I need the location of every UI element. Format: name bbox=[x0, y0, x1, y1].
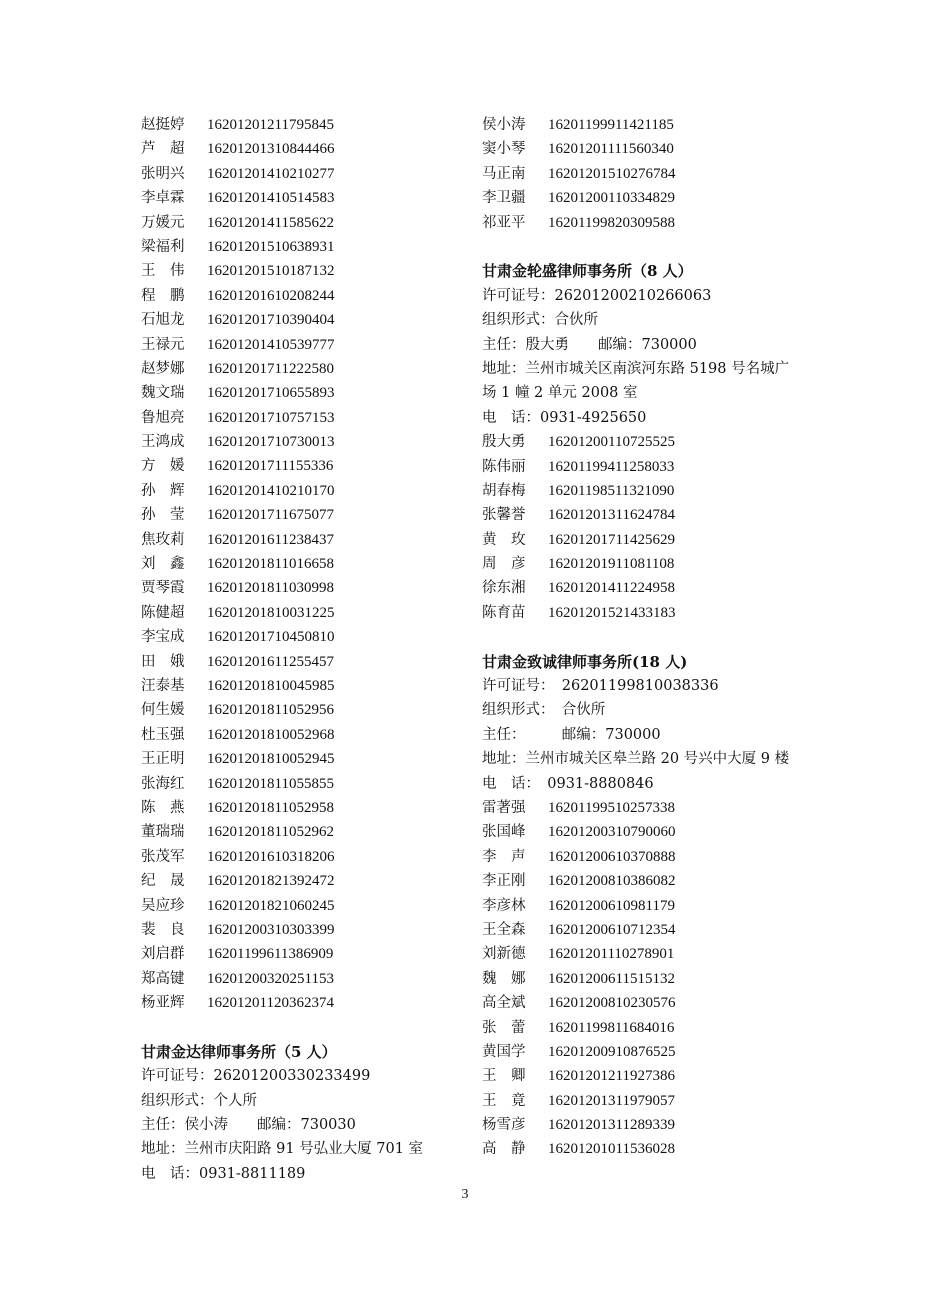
right-column bbox=[482, 113, 802, 1162]
section-gap bbox=[482, 235, 802, 259]
list-item bbox=[482, 552, 802, 576]
lawyer-name: 杨亚辉 bbox=[141, 995, 185, 1012]
license-number: 16201201510638931 bbox=[207, 238, 335, 255]
license-number: 16201200610370888 bbox=[548, 848, 676, 865]
list-item bbox=[141, 259, 461, 283]
list-item bbox=[141, 235, 461, 259]
lawyer-name: 殷大勇 bbox=[482, 434, 526, 451]
license-number: 16201201521433183 bbox=[548, 604, 676, 621]
list-item bbox=[141, 479, 461, 503]
list-item bbox=[141, 211, 461, 235]
list-item bbox=[482, 967, 802, 991]
lawyer-name: 程 鹏 bbox=[141, 287, 185, 304]
lawyer-name: 侯小涛 bbox=[482, 117, 526, 133]
license-number: 16201201011536028 bbox=[548, 1141, 675, 1158]
list-item bbox=[141, 991, 461, 1015]
license-number: 16201201811055855 bbox=[207, 775, 334, 792]
list-item bbox=[482, 186, 802, 210]
license-number: 16201201810052968 bbox=[207, 726, 335, 743]
list-item bbox=[141, 357, 461, 381]
lawyer-list bbox=[141, 113, 461, 1015]
list-item bbox=[141, 772, 461, 796]
list-item bbox=[482, 1016, 802, 1040]
list-item bbox=[482, 503, 802, 527]
list-item bbox=[141, 503, 461, 527]
license-number: 16201200810230576 bbox=[548, 995, 676, 1012]
license-number: 16201200320251153 bbox=[207, 970, 334, 987]
list-item bbox=[482, 918, 802, 942]
lawyer-name: 李卓霖 bbox=[141, 190, 185, 207]
lawyer-name: 徐东湘 bbox=[482, 580, 526, 597]
lawyer-name: 张馨誉 bbox=[482, 507, 526, 524]
license-number: 16201200610712354 bbox=[548, 921, 676, 938]
license-number: 16201201810052945 bbox=[207, 751, 335, 768]
lawyer-name: 陈健超 bbox=[141, 604, 185, 621]
lawyer-name: 李正刚 bbox=[482, 873, 526, 890]
firm-director: 主任：殷大勇 邮编：730000 bbox=[482, 336, 697, 353]
firm-director: 主任：侯小涛 邮编：730030 bbox=[141, 1117, 356, 1134]
list-item bbox=[141, 381, 461, 405]
license-number: 16201201711222580 bbox=[207, 360, 334, 377]
license-number: 16201200611515132 bbox=[548, 970, 675, 987]
firm-license-no: 许可证号：26201200210266063 bbox=[482, 287, 712, 304]
license-number: 16201199411258033 bbox=[548, 458, 675, 475]
license-number: 16201199911421185 bbox=[548, 117, 674, 133]
license-number: 16201201811052958 bbox=[207, 799, 334, 816]
lawyer-name: 杨雪彦 bbox=[482, 1117, 526, 1134]
license-number: 16201201811030998 bbox=[207, 580, 334, 597]
lawyer-name: 刘新德 bbox=[482, 946, 526, 963]
lawyer-name: 何生媛 bbox=[141, 702, 185, 719]
list-item bbox=[141, 406, 461, 430]
list-item bbox=[141, 796, 461, 820]
firm-lunsheng bbox=[482, 259, 802, 625]
list-item bbox=[482, 845, 802, 869]
license-number: 16201201411585622 bbox=[207, 214, 334, 231]
license-number: 16201201710450810 bbox=[207, 629, 335, 646]
list-item bbox=[141, 137, 461, 161]
lawyer-name: 吴应珍 bbox=[141, 897, 185, 914]
license-number: 16201201811052956 bbox=[207, 702, 334, 719]
firm-director: 主任： 邮编：730000 bbox=[482, 726, 661, 743]
list-item bbox=[482, 1064, 802, 1088]
list-item bbox=[482, 894, 802, 918]
list-item bbox=[482, 211, 802, 235]
list-item bbox=[141, 284, 461, 308]
list-item bbox=[141, 333, 461, 357]
list-item bbox=[482, 576, 802, 600]
lawyer-name: 刘启群 bbox=[141, 946, 185, 963]
list-item bbox=[141, 601, 461, 625]
firm-zhicheng bbox=[482, 650, 802, 1162]
list-item bbox=[482, 430, 802, 454]
list-item bbox=[141, 625, 461, 649]
lawyer-name: 王鸿成 bbox=[141, 434, 185, 451]
firm-address: 地址：兰州市城关区南滨河东路 5198 号名城广场 1 幢 2 单元 2008 室 bbox=[482, 360, 790, 402]
license-number: 16201201821060245 bbox=[207, 897, 335, 914]
list-item bbox=[141, 723, 461, 747]
list-item bbox=[141, 576, 461, 600]
list-item bbox=[482, 479, 802, 503]
lawyer-name: 窦小琴 bbox=[482, 141, 526, 158]
list-item bbox=[482, 113, 802, 137]
firm-license-no: 许可证号：26201200330233499 bbox=[141, 1068, 371, 1085]
license-number: 16201201821392472 bbox=[207, 873, 335, 890]
lawyer-name: 汪泰基 bbox=[141, 677, 185, 694]
lawyer-name: 赵挺婷 bbox=[141, 117, 185, 133]
license-number: 16201200910876525 bbox=[548, 1043, 676, 1060]
firm-license-no: 许可证号： 26201199810038336 bbox=[482, 678, 719, 695]
lawyer-name: 周 彦 bbox=[482, 556, 526, 573]
list-item bbox=[482, 869, 802, 893]
firm-phone: 电 话： 0931-8880846 bbox=[482, 775, 654, 792]
left-column bbox=[141, 113, 461, 1186]
lawyer-name: 高全斌 bbox=[482, 995, 526, 1012]
lawyer-name: 胡春梅 bbox=[482, 482, 526, 499]
lawyer-name: 孙 莹 bbox=[141, 507, 185, 524]
license-number: 16201199611386909 bbox=[207, 946, 334, 963]
list-item bbox=[141, 113, 461, 137]
lawyer-name: 马正南 bbox=[482, 165, 526, 182]
lawyer-name: 石旭龙 bbox=[141, 312, 185, 329]
license-number: 16201201410514583 bbox=[207, 190, 335, 207]
list-item bbox=[141, 674, 461, 698]
list-item bbox=[141, 918, 461, 942]
license-number: 16201201710390404 bbox=[207, 312, 335, 329]
license-number: 16201201310844466 bbox=[207, 141, 335, 158]
list-item bbox=[141, 454, 461, 478]
license-number: 16201201710730013 bbox=[207, 434, 335, 451]
lawyer-name: 赵梦娜 bbox=[141, 360, 185, 377]
license-number: 16201201211927386 bbox=[548, 1068, 675, 1085]
lawyer-name: 郑高键 bbox=[141, 970, 185, 987]
list-item bbox=[482, 1137, 802, 1161]
section-gap bbox=[141, 1015, 461, 1039]
lawyer-name: 孙 辉 bbox=[141, 482, 185, 499]
license-number: 16201199510257338 bbox=[548, 799, 675, 816]
list-item bbox=[141, 162, 461, 186]
lawyer-name: 王正明 bbox=[141, 751, 185, 768]
license-number: 16201201811016658 bbox=[207, 556, 334, 573]
lawyer-name: 张海红 bbox=[141, 775, 185, 792]
lawyer-name: 黄国学 bbox=[482, 1043, 526, 1060]
list-item bbox=[141, 698, 461, 722]
firm-phone: 电 话：0931-8811189 bbox=[141, 1165, 306, 1182]
license-number: 16201201510187132 bbox=[207, 263, 335, 280]
license-number: 16201201610208244 bbox=[207, 287, 335, 304]
lawyer-name: 李宝成 bbox=[141, 629, 185, 646]
license-number: 16201201911081108 bbox=[548, 556, 675, 573]
section-gap bbox=[482, 625, 802, 649]
list-item bbox=[141, 869, 461, 893]
license-number: 16201201111560340 bbox=[548, 141, 674, 158]
lawyer-name: 刘 鑫 bbox=[141, 556, 185, 573]
lawyer-name: 黄 玫 bbox=[482, 531, 526, 548]
license-number: 16201201810045985 bbox=[207, 677, 335, 694]
page-number: 3 bbox=[461, 1187, 469, 1202]
firm-title: 甘肃金致诚律师事务所(18 人) bbox=[482, 652, 688, 671]
firm-title: 甘肃金达律师事务所（5 人） bbox=[141, 1042, 337, 1061]
license-number: 16201201311979057 bbox=[548, 1092, 675, 1109]
list-item bbox=[141, 308, 461, 332]
lawyer-name: 万媛元 bbox=[141, 214, 185, 231]
list-item bbox=[141, 894, 461, 918]
lawyer-name: 梁福利 bbox=[141, 238, 185, 255]
license-number: 16201201110278901 bbox=[548, 946, 675, 963]
lawyer-name: 杜玉强 bbox=[141, 726, 185, 743]
firm-org-form: 组织形式：个人所 bbox=[141, 1092, 257, 1109]
list-item bbox=[482, 991, 802, 1015]
license-number: 16201201410539777 bbox=[207, 336, 335, 353]
license-number: 16201201611238437 bbox=[207, 531, 334, 548]
lawyer-name: 贾琴霞 bbox=[141, 580, 185, 597]
lawyer-name: 祁亚平 bbox=[482, 214, 526, 231]
lawyer-name: 陈伟丽 bbox=[482, 458, 526, 475]
lawyer-name: 张 蕾 bbox=[482, 1019, 526, 1036]
list-item bbox=[141, 430, 461, 454]
lawyer-name: 魏 娜 bbox=[482, 970, 526, 987]
list-item bbox=[482, 1040, 802, 1064]
list-item bbox=[482, 162, 802, 186]
license-number: 16201200110725525 bbox=[548, 434, 675, 451]
list-item bbox=[482, 820, 802, 844]
list-item bbox=[141, 747, 461, 771]
list-item bbox=[141, 650, 461, 674]
list-item bbox=[482, 137, 802, 161]
list-item bbox=[141, 942, 461, 966]
list-item bbox=[482, 455, 802, 479]
list-item bbox=[482, 528, 802, 552]
lawyer-name: 张明兴 bbox=[141, 165, 185, 182]
lawyer-name: 李彦林 bbox=[482, 897, 526, 914]
lawyer-name: 田 娥 bbox=[141, 653, 185, 670]
license-number: 16201201610318206 bbox=[207, 848, 335, 865]
lawyer-name: 李 声 bbox=[482, 848, 526, 865]
list-item bbox=[141, 552, 461, 576]
lawyer-name: 王 卿 bbox=[482, 1068, 526, 1085]
license-number: 16201201611255457 bbox=[207, 653, 334, 670]
lawyer-name: 陈 燕 bbox=[141, 799, 185, 816]
lawyer-name: 焦玫莉 bbox=[141, 531, 185, 548]
firm-jinda bbox=[141, 1040, 461, 1186]
firm-title: 甘肃金轮盛律师事务所（8 人） bbox=[482, 262, 693, 281]
firm-org-form: 组织形式： 合伙所 bbox=[482, 702, 606, 719]
license-number: 16201201311624784 bbox=[548, 507, 675, 524]
lawyer-name: 张茂军 bbox=[141, 848, 185, 865]
license-number: 16201201711155336 bbox=[207, 458, 334, 475]
license-number: 16201201710757153 bbox=[207, 409, 335, 426]
license-number: 16201201711675077 bbox=[207, 507, 334, 524]
list-item bbox=[141, 820, 461, 844]
license-number: 16201201811052962 bbox=[207, 824, 334, 841]
lawyer-name: 高 静 bbox=[482, 1141, 526, 1158]
list-item bbox=[482, 1113, 802, 1137]
list-item bbox=[482, 601, 802, 625]
license-number: 16201201510276784 bbox=[548, 165, 676, 182]
firm-address: 地址：兰州市庆阳路 91 号弘业大厦 701 室 bbox=[141, 1141, 424, 1158]
license-number: 16201201411224958 bbox=[548, 580, 675, 597]
license-number: 16201199811684016 bbox=[548, 1019, 675, 1036]
license-number: 16201201120362374 bbox=[207, 995, 334, 1012]
list-item bbox=[141, 186, 461, 210]
lawyer-name: 张国峰 bbox=[482, 824, 526, 841]
lawyer-name: 方 媛 bbox=[141, 458, 185, 475]
license-number: 16201201410210277 bbox=[207, 165, 335, 182]
lawyer-name: 李卫疆 bbox=[482, 190, 526, 207]
license-number: 16201199820309588 bbox=[548, 214, 675, 231]
license-number: 16201201410210170 bbox=[207, 482, 335, 499]
lawyer-name: 陈育苗 bbox=[482, 604, 526, 621]
license-number: 16201200110334829 bbox=[548, 190, 675, 207]
lawyer-name: 裴 良 bbox=[141, 921, 185, 938]
license-number: 16201200310303399 bbox=[207, 921, 335, 938]
license-number: 16201200810386082 bbox=[548, 873, 676, 890]
lawyer-name: 魏文瑞 bbox=[141, 385, 185, 402]
license-number: 16201200310790060 bbox=[548, 824, 676, 841]
lawyer-name: 王禄元 bbox=[141, 336, 185, 353]
list-item bbox=[482, 942, 802, 966]
license-number: 16201201710655893 bbox=[207, 385, 335, 402]
license-number: 16201201810031225 bbox=[207, 604, 335, 621]
list-item bbox=[482, 796, 802, 820]
lawyer-name: 鲁旭亮 bbox=[141, 409, 185, 426]
firm-phone: 电 话：0931-4925650 bbox=[482, 409, 647, 426]
list-item bbox=[141, 528, 461, 552]
list-item bbox=[141, 967, 461, 991]
license-number: 16201201711425629 bbox=[548, 531, 675, 548]
license-number: 16201201211795845 bbox=[207, 117, 334, 133]
lawyer-name: 王全森 bbox=[482, 921, 526, 938]
license-number: 16201201311289339 bbox=[548, 1117, 675, 1134]
lawyer-name: 雷著强 bbox=[482, 799, 526, 816]
firm-jinda-members bbox=[482, 113, 802, 235]
list-item bbox=[141, 845, 461, 869]
lawyer-name: 纪 晟 bbox=[141, 873, 185, 890]
license-number: 16201198511321090 bbox=[548, 482, 675, 499]
lawyer-name: 董瑞瑞 bbox=[141, 824, 185, 841]
lawyer-name: 王 竟 bbox=[482, 1092, 526, 1109]
firm-org-form: 组织形式：合伙所 bbox=[482, 312, 598, 329]
list-item bbox=[482, 1089, 802, 1113]
lawyer-name: 王 伟 bbox=[141, 263, 185, 280]
lawyer-name: 芦 超 bbox=[141, 141, 185, 158]
firm-address: 地址：兰州市城关区皋兰路 20 号兴中大厦 9 楼 bbox=[482, 751, 790, 768]
license-number: 16201200610981179 bbox=[548, 897, 675, 914]
